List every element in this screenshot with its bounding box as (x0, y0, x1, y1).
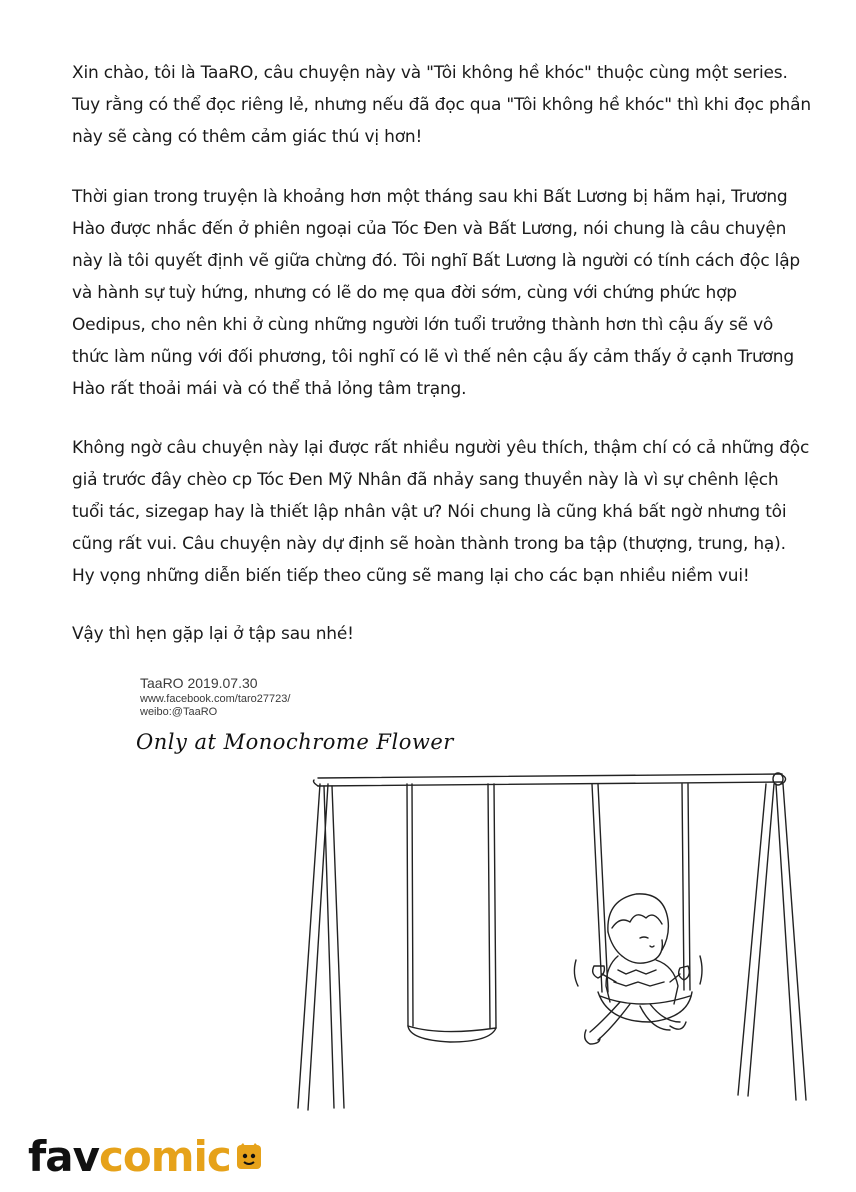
author-credits (140, 673, 290, 719)
favcomic-logo[interactable] (28, 1130, 263, 1182)
logo-mascot-icon (235, 1141, 263, 1171)
logo-text-fav: fav (28, 1131, 99, 1181)
weibo-handle: weibo:@TaaRO (140, 706, 218, 718)
paragraph-intro: Xin chào, tôi là TaaRO, câu chuyện này và "Tôi không hề khóc" thuộc cùng một series. Tuy rằng có thể đọc riêng lẻ, nhưng nếu đã đọc qua "Tôi không hề khóc" thì khi đọc phần này sẽ càng có thêm cảm giác thú vị hơn! (72, 63, 811, 147)
paragraph-reception: Không ngờ câu chuyện này lại được rất nhiều người yêu thích, thậm chí có cả những độc giả trước đây chèo cp Tóc Đen Mỹ Nhân đã nhảy sang thuyền này là vì sự chênh lệch tuổi tác, sizegap hay là thiết lập nhân vật ư? Nói chung là cũng khá bất ngờ nhưng tôi cũng rất vui. Câu chuyện này dự định sẽ hoàn thành trong ba tập (thượng, trung, hạ). Hy vọng những diễn biến tiếp theo cũng sẽ mang lại cho các bạn nhiều niềm vui! (72, 438, 810, 586)
swing-set-sketch-icon (290, 760, 820, 1120)
paragraph-closing: Vậy thì hẹn gặp lại ở tập sau nhé! (72, 624, 354, 644)
author-date: TaaRO 2019.07.30 (140, 675, 258, 691)
scanlator-signature: Only at Monochrome Flower (136, 730, 454, 754)
logo-text-comic: comic (99, 1131, 231, 1181)
facebook-link[interactable]: www.facebook.com/taro27723/ (140, 693, 291, 705)
paragraph-timeline: Thời gian trong truyện là khoảng hơn một tháng sau khi Bất Lương bị hãm hại, Trương Hào được nhắc đến ở phiên ngoại của Tóc Đen và Bất Lương, nói chung là câu chuyện này là tôi quyết định vẽ giữa chừng đó. Tôi nghĩ Bất Lương là người có tính cách độc lập và hành sự tuỳ hứng, nhưng có lẽ do mẹ qua đời sớm, cùng với chứng phức hợp Oedipus, cho nên khi ở cùng những người lớn tuổi trưởng thành hơn thì cậu ấy sẽ vô thức làm nũng với đối phương, tôi nghĩ có lẽ vì thế nên cậu ấy cảm thấy ở cạnh Trương Hào rất thoải mái và có thể thả lỏng tâm trạng. (72, 187, 801, 399)
